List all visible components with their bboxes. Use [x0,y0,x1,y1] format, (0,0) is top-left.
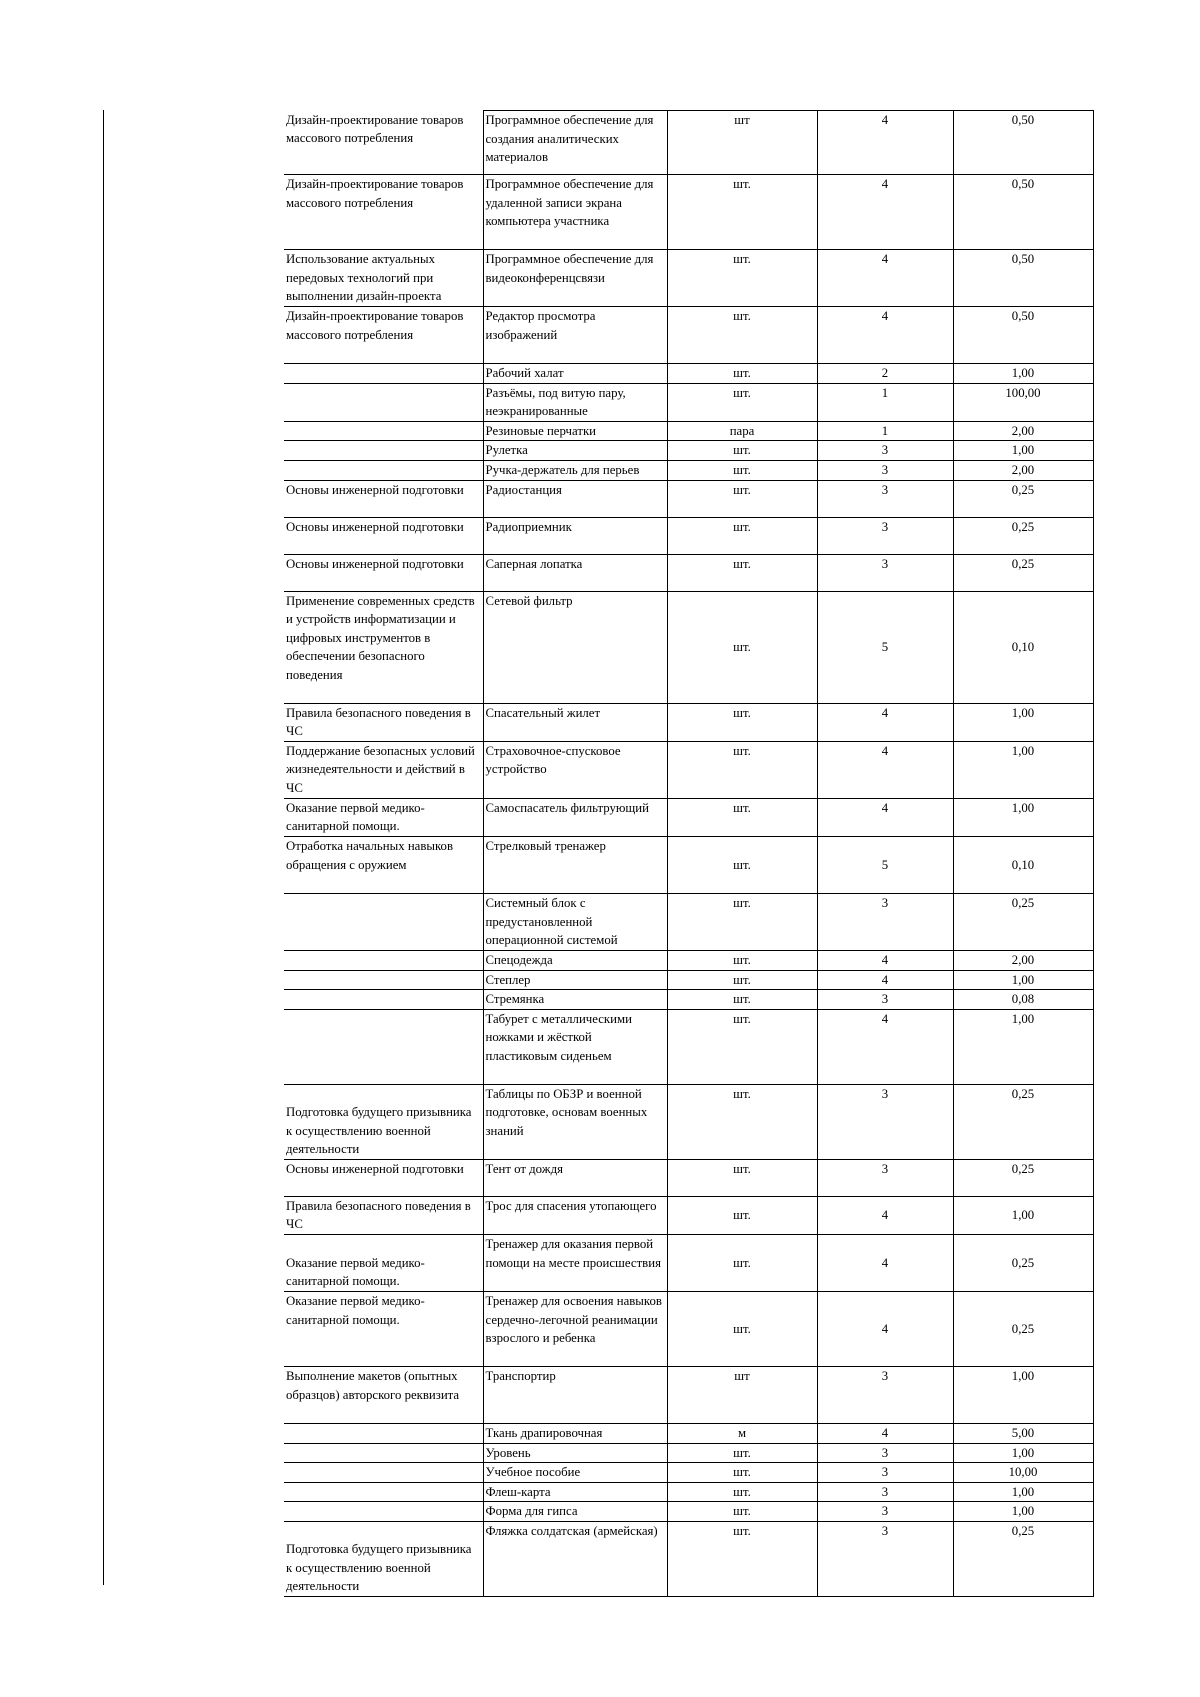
quantity-cell: 1 [817,383,953,421]
item-cell: Программное обеспечение для создания аналитических материалов [483,111,667,175]
table-row [284,1159,1093,1196]
topic-cell: Оказание первой медико-санитарной помощи. [284,1234,483,1291]
ratio-cell: 1,00 [953,441,1093,461]
topic-cell: Применение современных средств и устройств информатизации и цифровых инструментов в обеспечении безопасного поведения [284,591,483,703]
item-cell: Саперная лопатка [483,554,667,591]
item-cell: Спасательный жилет [483,703,667,741]
quantity-cell: 1 [817,421,953,441]
quantity-cell: 3 [817,460,953,480]
ratio-cell: 0,25 [953,1291,1093,1366]
table-row [284,1521,1093,1596]
item-cell: Трос для спасения утопающего [483,1196,667,1234]
table-row [284,1366,1093,1423]
item-cell: Стрелковый тренажер [483,836,667,893]
quantity-cell: 3 [817,1521,953,1596]
ratio-cell: 0,25 [953,1159,1093,1196]
table-row [284,836,1093,893]
table-row [284,111,1093,175]
topic-cell [284,1502,483,1522]
unit-cell: шт. [667,307,817,364]
item-cell: Флеш-карта [483,1482,667,1502]
quantity-cell: 4 [817,970,953,990]
unit-cell: шт. [667,1009,817,1084]
topic-cell [284,1443,483,1463]
quantity-cell: 4 [817,1196,953,1234]
quantity-cell: 4 [817,1234,953,1291]
quantity-cell: 3 [817,1482,953,1502]
unit-cell: шт. [667,591,817,703]
ratio-cell: 0,08 [953,990,1093,1010]
unit-cell: шт [667,111,817,175]
table-row [284,1502,1093,1522]
ratio-cell: 1,00 [953,703,1093,741]
table-row [284,175,1093,250]
quantity-cell: 5 [817,836,953,893]
item-cell: Системный блок с предустановленной операционной системой [483,893,667,950]
quantity-cell: 4 [817,250,953,307]
ratio-cell: 10,00 [953,1463,1093,1483]
table-row [284,1463,1093,1483]
unit-cell: шт [667,1366,817,1423]
topic-cell [284,460,483,480]
unit-cell: шт. [667,990,817,1010]
item-cell: Программное обеспечение для видеоконференцсвязи [483,250,667,307]
ratio-cell: 1,00 [953,1502,1093,1522]
ratio-cell: 5,00 [953,1423,1093,1443]
ratio-cell: 1,00 [953,1009,1093,1084]
unit-cell: шт. [667,1234,817,1291]
topic-cell: Основы инженерной подготовки [284,1159,483,1196]
table-row [284,950,1093,970]
unit-cell: шт. [667,1502,817,1522]
item-cell: Уровень [483,1443,667,1463]
quantity-cell: 2 [817,364,953,384]
ratio-cell: 1,00 [953,1443,1093,1463]
ratio-cell: 0,25 [953,554,1093,591]
item-cell: Сетевой фильтр [483,591,667,703]
topic-cell [284,990,483,1010]
quantity-cell: 3 [817,480,953,517]
unit-cell: шт. [667,741,817,798]
topic-cell [284,383,483,421]
ratio-cell: 1,00 [953,1196,1093,1234]
item-cell: Спецодежда [483,950,667,970]
topic-cell [284,1009,483,1084]
topic-cell: Основы инженерной подготовки [284,517,483,554]
ratio-cell: 0,25 [953,1234,1093,1291]
table-row [284,517,1093,554]
table-row [284,250,1093,307]
item-cell: Разъёмы, под витую пару, неэкранированные [483,383,667,421]
table-row [284,307,1093,364]
ratio-cell: 0,25 [953,1084,1093,1159]
quantity-cell: 3 [817,1159,953,1196]
topic-cell: Использование актуальных передовых технологий при выполнении дизайн-проекта [284,250,483,307]
ratio-cell: 2,00 [953,421,1093,441]
topic-cell: Основы инженерной подготовки [284,480,483,517]
table-row [284,1482,1093,1502]
quantity-cell: 3 [817,1366,953,1423]
ratio-cell: 1,00 [953,970,1093,990]
unit-cell: шт. [667,1482,817,1502]
item-cell: Стремянка [483,990,667,1010]
ratio-cell: 0,25 [953,517,1093,554]
unit-cell: шт. [667,836,817,893]
quantity-cell: 3 [817,1502,953,1522]
table-row [284,554,1093,591]
ratio-cell: 0,25 [953,1521,1093,1596]
table-row [284,1423,1093,1443]
ratio-cell: 0,10 [953,591,1093,703]
unit-cell: шт. [667,1463,817,1483]
unit-cell: шт. [667,1159,817,1196]
left-margin-rule [103,110,104,1585]
item-cell: Транспортир [483,1366,667,1423]
quantity-cell: 4 [817,1291,953,1366]
table-row [284,1196,1093,1234]
quantity-cell: 4 [817,307,953,364]
unit-cell: шт. [667,554,817,591]
item-cell: Табурет с металлическими ножками и жёсткой пластиковым сиденьем [483,1009,667,1084]
unit-cell: шт. [667,441,817,461]
item-cell: Фляжка солдатская (армейская) [483,1521,667,1596]
unit-cell: шт. [667,1291,817,1366]
quantity-cell: 4 [817,111,953,175]
quantity-cell: 4 [817,798,953,836]
ratio-cell: 1,00 [953,1482,1093,1502]
item-cell: Резиновые перчатки [483,421,667,441]
quantity-cell: 3 [817,517,953,554]
item-cell: Тренажер для оказания первой помощи на месте происшествия [483,1234,667,1291]
ratio-cell: 0,50 [953,307,1093,364]
ratio-cell: 2,00 [953,950,1093,970]
ratio-cell: 0,25 [953,893,1093,950]
unit-cell: шт. [667,517,817,554]
unit-cell: шт. [667,798,817,836]
topic-cell [284,950,483,970]
item-cell: Форма для гипса [483,1502,667,1522]
unit-cell: шт. [667,703,817,741]
table-row [284,893,1093,950]
item-cell: Таблицы по ОБЗР и военной подготовке, основам военных знаний [483,1084,667,1159]
equipment-table [284,110,1094,1597]
topic-cell [284,893,483,950]
topic-cell: Поддержание безопасных условий жизнедеятельности и действий в ЧС [284,741,483,798]
table-row [284,1084,1093,1159]
table-row [284,970,1093,990]
unit-cell: шт. [667,1521,817,1596]
topic-cell: Дизайн-проектирование товаров массового потребления [284,175,483,250]
unit-cell: шт. [667,1196,817,1234]
item-cell: Самоспасатель фильтрующий [483,798,667,836]
table-row [284,441,1093,461]
table-row [284,364,1093,384]
table-row [284,990,1093,1010]
item-cell: Учебное пособие [483,1463,667,1483]
topic-cell [284,1482,483,1502]
ratio-cell: 0,50 [953,250,1093,307]
quantity-cell: 4 [817,950,953,970]
unit-cell: м [667,1423,817,1443]
table-row [284,421,1093,441]
equipment-table-body [284,111,1093,1597]
ratio-cell: 1,00 [953,1366,1093,1423]
quantity-cell: 3 [817,990,953,1010]
ratio-cell: 1,00 [953,364,1093,384]
unit-cell: шт. [667,175,817,250]
unit-cell: шт. [667,480,817,517]
topic-cell [284,441,483,461]
unit-cell: шт. [667,383,817,421]
item-cell: Степлер [483,970,667,990]
table-row [284,1234,1093,1291]
table-row [284,1443,1093,1463]
topic-cell: Дизайн-проектирование товаров массового потребления [284,307,483,364]
topic-cell: Основы инженерной подготовки [284,554,483,591]
topic-cell: Выполнение макетов (опытных образцов) авторского реквизита [284,1366,483,1423]
quantity-cell: 4 [817,703,953,741]
table-row [284,703,1093,741]
item-cell: Тренажер для освоения навыков сердечно-легочной реанимации взрослого и ребенка [483,1291,667,1366]
topic-cell [284,364,483,384]
unit-cell: пара [667,421,817,441]
topic-cell [284,421,483,441]
unit-cell: шт. [667,970,817,990]
item-cell: Редактор просмотра изображений [483,307,667,364]
quantity-cell: 3 [817,1463,953,1483]
item-cell: Ручка-держатель для перьев [483,460,667,480]
table-row [284,1009,1093,1084]
topic-cell [284,970,483,990]
table-row [284,383,1093,421]
table-row [284,798,1093,836]
unit-cell: шт. [667,893,817,950]
quantity-cell: 3 [817,1084,953,1159]
topic-cell: Оказание первой медико-санитарной помощи. [284,1291,483,1366]
topic-cell [284,1423,483,1443]
quantity-cell: 5 [817,591,953,703]
ratio-cell: 0,50 [953,175,1093,250]
quantity-cell: 4 [817,1009,953,1084]
ratio-cell: 100,00 [953,383,1093,421]
unit-cell: шт. [667,1084,817,1159]
ratio-cell: 0,10 [953,836,1093,893]
table-row [284,591,1093,703]
topic-cell [284,1463,483,1483]
unit-cell: шт. [667,250,817,307]
topic-cell: Дизайн-проектирование товаров массового потребления [284,111,483,175]
quantity-cell: 3 [817,554,953,591]
quantity-cell: 3 [817,1443,953,1463]
quantity-cell: 4 [817,175,953,250]
topic-cell: Правила безопасного поведения в ЧС [284,1196,483,1234]
unit-cell: шт. [667,950,817,970]
item-cell: Радиоприемник [483,517,667,554]
unit-cell: шт. [667,460,817,480]
unit-cell: шт. [667,1443,817,1463]
item-cell: Тент от дождя [483,1159,667,1196]
topic-cell: Отработка начальных навыков обращения с оружием [284,836,483,893]
item-cell: Рулетка [483,441,667,461]
topic-cell: Правила безопасного поведения в ЧС [284,703,483,741]
ratio-cell: 1,00 [953,741,1093,798]
ratio-cell: 1,00 [953,798,1093,836]
table-row [284,741,1093,798]
quantity-cell: 3 [817,893,953,950]
topic-cell: Подготовка будущего призывника к осуществлению военной деятельности [284,1521,483,1596]
unit-cell: шт. [667,364,817,384]
topic-cell: Подготовка будущего призывника к осуществлению военной деятельности [284,1084,483,1159]
item-cell: Ткань драпировочная [483,1423,667,1443]
ratio-cell: 0,50 [953,111,1093,175]
ratio-cell: 0,25 [953,480,1093,517]
quantity-cell: 3 [817,441,953,461]
ratio-cell: 2,00 [953,460,1093,480]
item-cell: Радиостанция [483,480,667,517]
table-row [284,460,1093,480]
topic-cell: Оказание первой медико-санитарной помощи. [284,798,483,836]
quantity-cell: 4 [817,1423,953,1443]
item-cell: Страховочное-спусковое устройство [483,741,667,798]
quantity-cell: 4 [817,741,953,798]
item-cell: Программное обеспечение для удаленной записи экрана компьютера участника [483,175,667,250]
table-row [284,1291,1093,1366]
item-cell: Рабочий халат [483,364,667,384]
table-row [284,480,1093,517]
